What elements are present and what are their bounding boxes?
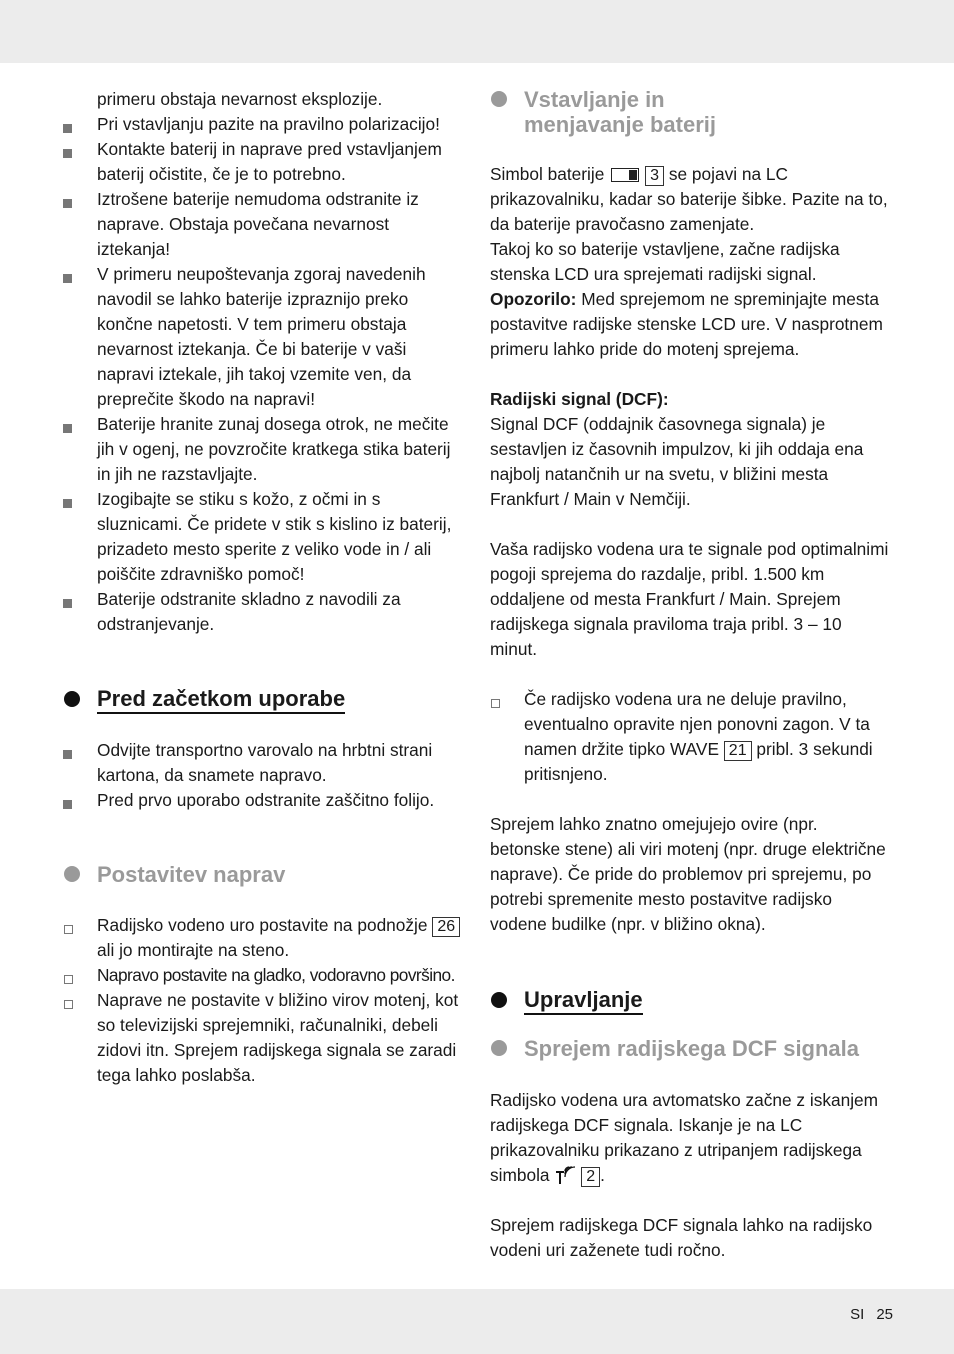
paragraph: Vaša radijsko vodena ura te signale pod optimalnimi pogoji sprejema do razdalje, pribl. 1.500 km oddaljene od mesta Frankfurt / Main. Sprejem radijskega signala praviloma traja pribl. 3 – 10 minut.: [490, 539, 889, 659]
text: Radijsko vodena ura avtomatsko začne z iskanjem radijskega DCF signala. Iskanje je na LC prikazovalniku prikazano z utripanjem radijskega simbola: [490, 1090, 879, 1185]
item-text: Radijsko vodeno uro postavite na podnožje: [97, 915, 428, 935]
list-item: Odvijte transportno varovalo na hrbtni strani kartona, da snamete napravo.: [63, 738, 465, 788]
list-item: Baterije hranite zunaj dosega otrok, ne mečite jih v ogenj, ne povzročite kratkega stika baterij in jih ne razstavljajte.: [63, 412, 465, 487]
list-item: Izogibajte se stiku s kožo, z očmi in s sluznicami. Če pridete v stik s kislino iz baterij, prizadeto mesto sperite z veliko vode in / ali poiščite zdravniško pomoč!: [63, 487, 465, 587]
reference-number: 21: [724, 741, 752, 761]
list-item: Pred prvo uporabo odstranite zaščitno folijo.: [63, 788, 465, 813]
checklist-item: [63, 913, 465, 963]
paragraph: Sprejem lahko znatno omejujejo ovire (npr. betonske stene) ali viri motenj (npr. druge električne naprave). Če pride do problemov pri sprejemu, po potrebi spremenite mesto postavitve radijsko vodene budilke (npr. v bližino okna).: [490, 814, 886, 934]
language-code: SI: [850, 1306, 865, 1323]
section-heading-operation: [490, 986, 892, 1014]
section-heading-dcf-reception: Sprejem radijskega DCF signala: [490, 1036, 892, 1061]
paragraph: Sprejem radijskega DCF signala lahko na radijsko vodeni uri zaženete tudi ročno.: [490, 1215, 873, 1260]
heading-text: Upravljanje: [524, 987, 643, 1015]
bottom-bar: [0, 1289, 954, 1354]
battery-icon: [611, 168, 639, 182]
right-column: [490, 87, 892, 1263]
continuation-text: primeru obstaja nevarnost eksplozije.: [97, 89, 383, 109]
text: Med sprejemom ne spreminjajte mesta postavitve radijske stenske LCD ure. V nasprotnem primeru lahko pride do motenj sprejema.: [490, 289, 883, 359]
checklist-item: [63, 963, 465, 988]
list-item: Kontakte baterij in naprave pred vstavljanjem baterij očistite, če je to potrebno.: [63, 137, 465, 187]
reference-number: 3: [645, 166, 664, 186]
reference-number: 2: [581, 1167, 600, 1187]
reference-number: 26: [432, 917, 460, 937]
warning-label: Opozorilo:: [490, 289, 577, 309]
checklist-item: [490, 687, 892, 787]
item-text: Če radijsko vodena ura ne deluje pravilno, eventualno opravite njen ponovni zagon. V ta namen držite tipko WAVE: [524, 689, 870, 759]
text: Simbol baterije: [490, 164, 605, 184]
text: .: [600, 1165, 605, 1185]
heading-text: Pred začetkom uporabe: [97, 686, 345, 714]
item-text: pribl. 3 sekundi pritisnjeno.: [524, 739, 873, 784]
section-heading-placement: Postavitev naprav: [63, 862, 465, 887]
paragraph: Takoj ko so baterije vstavljene, začne radijska stenska LCD ura sprejemati radijski signal.: [490, 239, 840, 284]
list-item: [63, 87, 465, 112]
left-column: [63, 87, 465, 1088]
paragraph: [490, 287, 892, 362]
item-text: Napravo postavite na gladko, vodoravno površino.: [97, 965, 455, 985]
subheading-text: Radijski signal (DCF):: [490, 389, 669, 409]
paragraph: Signal DCF (oddajnik časovnega signala) je sestavljen iz časovnih impulzov, ki jih oddaja ena najbolj natančnih ur na svetu, v bližini mesta Frankfurt / Main v Nemčiji.: [490, 414, 864, 509]
top-bar: [0, 0, 954, 63]
list-item: Iztrošene baterije nemudoma odstranite iz naprave. Obstaja povečana nevarnost iztekanja!: [63, 187, 465, 262]
list-item: Baterije odstranite skladno z navodili za odstranjevanje.: [63, 587, 465, 637]
subheading: [490, 387, 892, 412]
page-number: 25: [876, 1306, 893, 1323]
list-item: V primeru neupoštevanja zgoraj navedenih navodil se lahko baterije izpraznijo preko končne napetosti. V tem primeru obstaja nevarnost iztekanja. Če bi baterije v vaši napravi iztekale, jih takoj vzemite ven, da preprečite škodo na napravi!: [63, 262, 465, 412]
checklist-item: Naprave ne postavite v bližino virov motenj, kot so televizijski sprejemniki, računalniki, debeli zidovi itn. Sprejem radijskega signala se zaradi tega lahko poslabša.: [63, 988, 465, 1088]
paragraph: [490, 162, 892, 237]
page-footer: [850, 1306, 893, 1323]
section-heading-before-use: [63, 685, 465, 713]
list-item: Pri vstavljanju pazite na pravilno polarizacijo!: [63, 112, 465, 137]
item-text: ali jo montirajte na steno.: [97, 940, 290, 960]
section-heading-batteries: Vstavljanje in menjavanje baterij: [490, 87, 764, 137]
radio-signal-icon: [554, 1163, 576, 1185]
text: se pojavi na LC prikazovalniku, kadar so baterije šibke. Pazite na to, da baterije pravočasno zamenjate.: [490, 164, 888, 234]
paragraph: [490, 1088, 892, 1188]
